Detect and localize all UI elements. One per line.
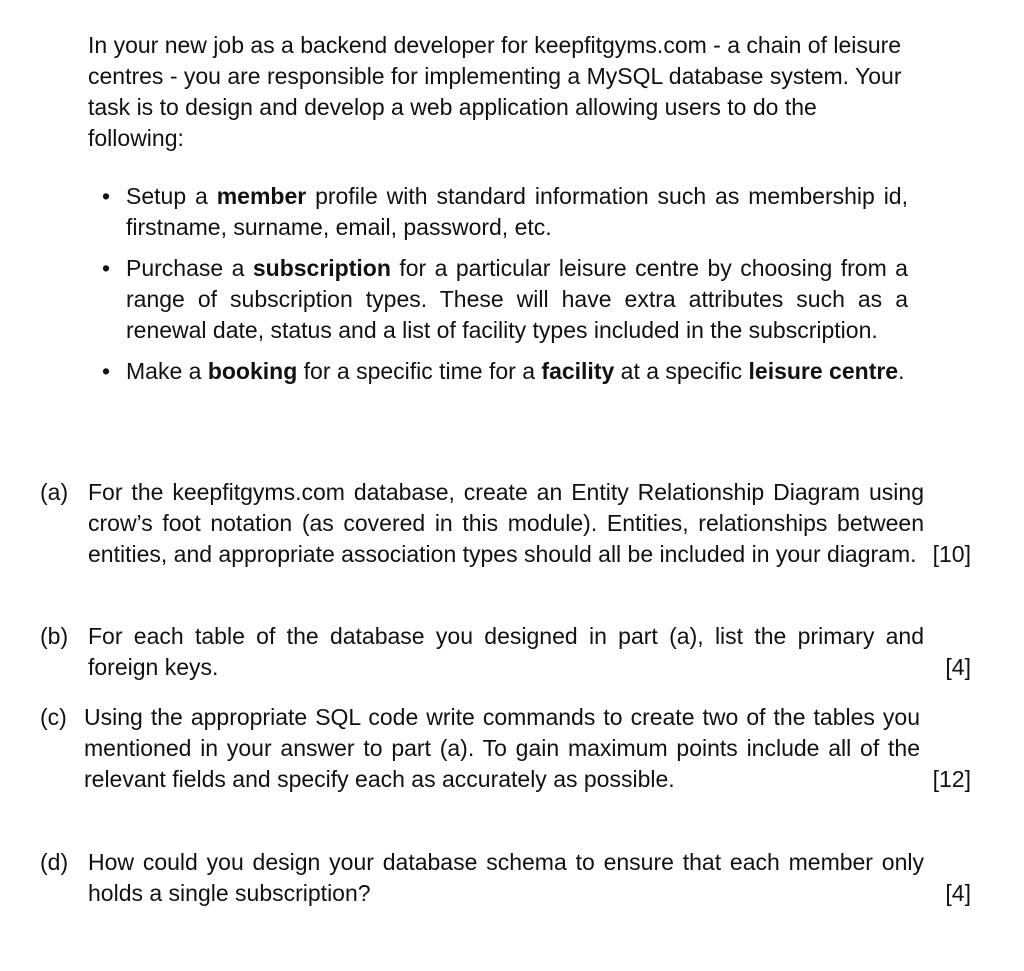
bullet-text-before: Make a <box>126 358 208 384</box>
bullet-keyword: leisure centre <box>748 358 899 384</box>
intro-paragraph: In your new job as a backend developer for keepfitgyms.com - a chain of leisure centres - you are responsible for implementing a MySQL database system. Your task is to design and develop a web application allowing users to do the following: <box>88 32 902 151</box>
question-text: Using the appropriate SQL code write commands to create two of the tables you mentioned in your answer to part (a). To gain maximum points include all of the relevant fields and specify each as accurately as possible. <box>84 704 920 792</box>
bullet-text-after: for a particular leisure centre by choosing from a range of subscription types. These will have extra attributes such as a renewal date, status and a list of facility types included in the subscription. <box>126 255 908 343</box>
question-marks: [10] <box>932 541 971 567</box>
bullet-text-before: Purchase a <box>126 255 253 281</box>
list-item <box>96 181 908 243</box>
question-text: For the keepfitgyms.com database, create an Entity Relationship Diagram using crow’s foot notation (as covered in this module). Entities, relationships between entities, and appropriate association types should all be included in your diagram. <box>88 479 924 567</box>
question-a <box>40 477 975 570</box>
list-item <box>96 253 908 346</box>
question-text: How could you design your database schema to ensure that each member only holds a single subscription? <box>88 849 924 906</box>
bullet-text-mid: for a specific time for a <box>297 358 542 384</box>
requirements-list <box>96 181 908 397</box>
bullet-text-before: Setup a <box>126 183 217 209</box>
bullet-keyword: subscription <box>252 255 391 281</box>
bullet-icon: • <box>102 183 111 209</box>
question-label: (b) <box>40 623 69 649</box>
bullet-text-after: . <box>898 358 905 384</box>
bullet-text-mid: at a specific <box>614 358 749 384</box>
bullet-keyword: booking <box>207 358 298 384</box>
question-c <box>40 702 975 795</box>
list-item <box>96 356 908 387</box>
question-label: (d) <box>40 849 69 875</box>
bullet-icon: • <box>102 358 111 384</box>
question-b <box>40 621 975 683</box>
question-marks: [4] <box>945 654 971 680</box>
bullet-keyword: member <box>216 183 307 209</box>
question-d <box>40 847 975 909</box>
question-marks: [4] <box>945 880 971 906</box>
bullet-text-after: profile with standard information such as membership id, firstname, surname, email, password, etc. <box>126 183 908 240</box>
question-label: (a) <box>40 479 69 505</box>
question-marks: [12] <box>932 766 971 792</box>
question-text: For each table of the database you designed in part (a), list the primary and foreign keys. <box>88 623 924 680</box>
bullet-icon: • <box>102 255 111 281</box>
bullet-keyword: facility <box>541 358 615 384</box>
question-label: (c) <box>40 704 67 730</box>
